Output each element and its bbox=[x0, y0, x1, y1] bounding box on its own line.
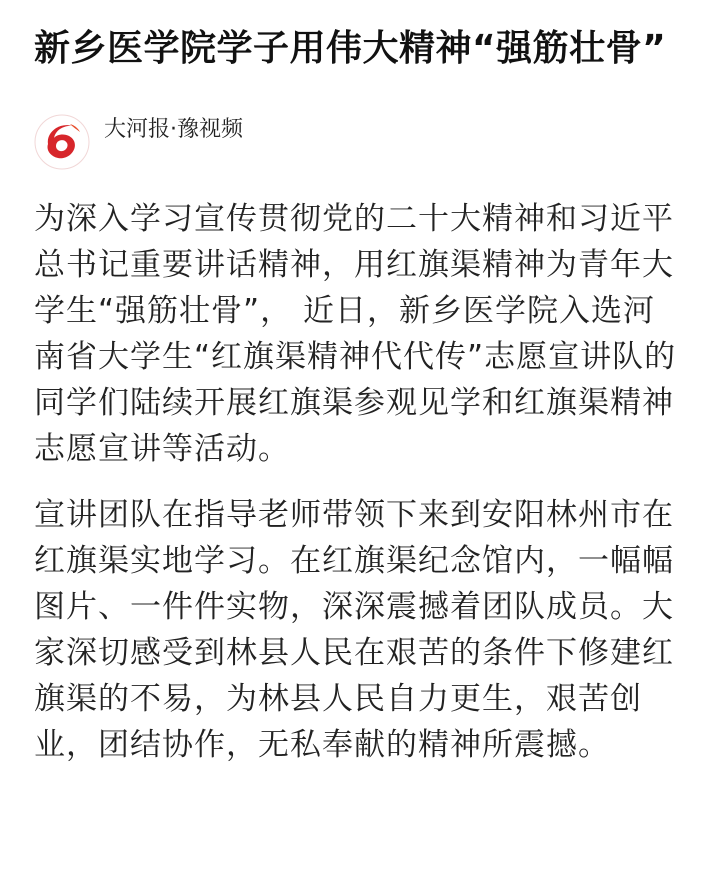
source-meta bbox=[104, 114, 243, 150]
logo-svg bbox=[34, 114, 90, 170]
article-title: 新乡医学院学子用伟大精神“强筋壮骨” bbox=[34, 28, 667, 69]
source-name[interactable]: 大河报·豫视频 bbox=[104, 117, 243, 142]
dahe-newspaper-logo-icon[interactable] bbox=[34, 114, 90, 170]
article-body bbox=[34, 196, 684, 768]
source-header[interactable] bbox=[34, 114, 684, 174]
article-paragraph-1: 为深入学习宣传贯彻党的二十大精神和习近平总书记重要讲话精神，用红旗渠精神为青年大学生“强筋壮骨”， 近日，新乡医学院入选河南省大学生“红旗渠精神代代传”志愿宣讲队的同学们陆续开展红旗渠参观见学和红旗渠精神志愿宣讲等活动。 bbox=[34, 201, 677, 467]
article-paragraph-2: 宣讲团队在指导老师带领下来到安阳林州市在红旗渠实地学习。在红旗渠纪念馆内，一幅幅图片、一件件实物，深深震撼着团队成员。大家深切感受到林县人民在艰苦的条件下修建红旗渠的不易，为林县人民自力更生，艰苦创业，团结协作，无私奉献的精神所震撼。 bbox=[34, 497, 674, 763]
